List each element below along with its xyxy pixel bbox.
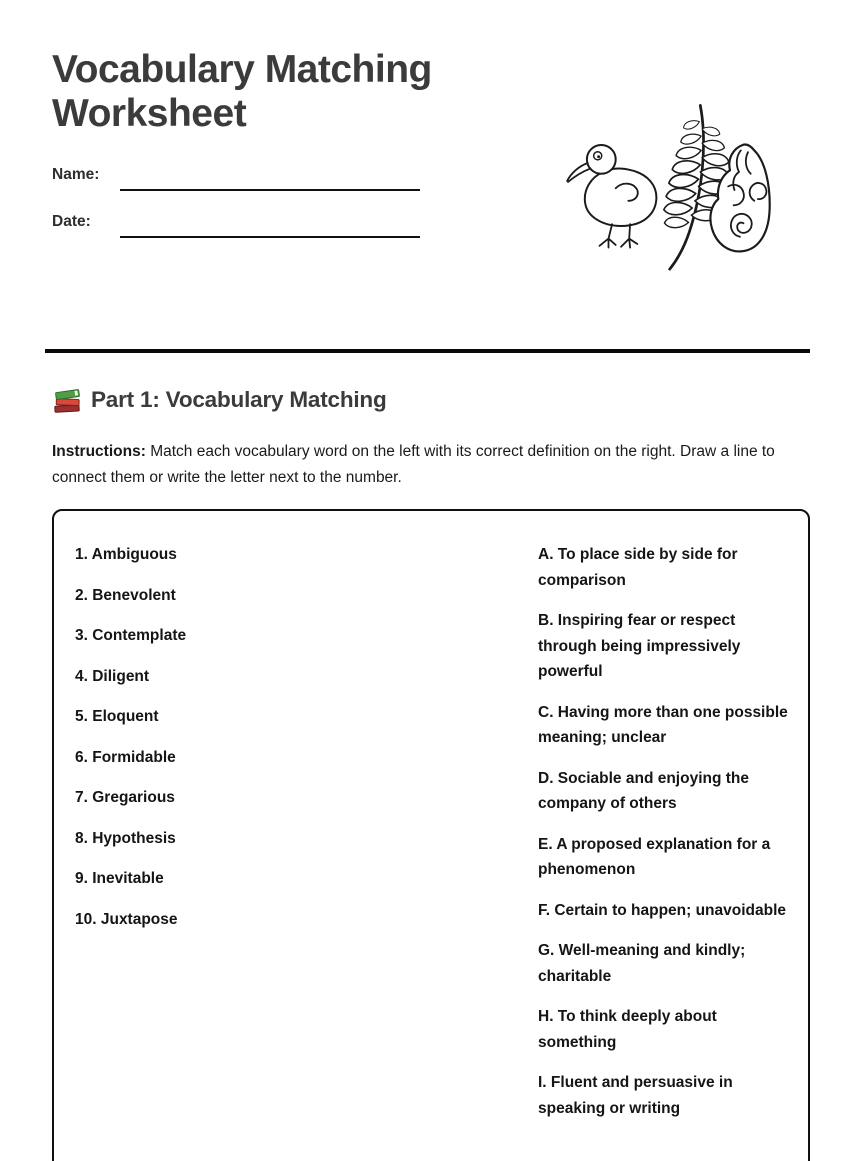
- part1-heading: [52, 386, 387, 414]
- books-emoji-icon: [52, 386, 82, 414]
- vocab-word: 6. Formidable: [75, 748, 176, 766]
- definition-item: G. Well-meaning and kindly; charitable: [538, 942, 746, 985]
- page-title: Vocabulary Matching Worksheet: [52, 48, 432, 135]
- vocab-word: 1. Ambiguous: [75, 546, 177, 563]
- definition-item: C. Having more than one possible meaning; unclear: [538, 703, 788, 746]
- vocab-word: 2. Benevolent: [75, 586, 176, 604]
- definitions-column: [538, 542, 798, 1136]
- definition-item: F. Certain to happen; unavoidable: [538, 901, 787, 919]
- name-input-line[interactable]: [120, 189, 420, 191]
- definition-item: A. To place side by side for comparison: [538, 546, 738, 589]
- vocab-word: 8. Hypothesis: [75, 829, 176, 847]
- vocab-word: 4. Diligent: [75, 667, 150, 685]
- section-divider: [45, 349, 810, 353]
- vocab-words-column: [75, 542, 505, 947]
- instructions-label: Instructions:: [52, 443, 146, 460]
- definition-item: D. Sociable and enjoying the company of others: [538, 769, 750, 812]
- instructions: [52, 439, 810, 491]
- part1-heading-text: Part 1: Vocabulary Matching: [91, 387, 387, 412]
- vocab-word: 5. Eloquent: [75, 708, 159, 725]
- definition-item: H. To think deeply about something: [538, 1008, 717, 1051]
- definition-item: I. Fluent and persuasive in speaking or writing: [538, 1074, 733, 1117]
- vocab-word: 3. Contemplate: [75, 627, 187, 644]
- name-label: Name:: [52, 166, 100, 183]
- matching-box: [52, 509, 810, 1161]
- kiwi-fern-koru-illustration: [562, 100, 772, 280]
- instructions-text: Match each vocabulary word on the left with its correct definition on the right. Draw a line to connect them or write the letter next to the number.: [52, 443, 775, 486]
- definition-item: E. A proposed explanation for a phenomenon: [538, 835, 771, 878]
- vocab-word: 9. Inevitable: [75, 870, 164, 887]
- date-input-line[interactable]: [120, 236, 420, 238]
- vocab-word: 10. Juxtapose: [75, 910, 178, 928]
- vocab-word: 7. Gregarious: [75, 789, 175, 806]
- definition-item: B. Inspiring fear or respect through being impressively powerful: [538, 612, 741, 680]
- date-label: Date:: [52, 213, 91, 230]
